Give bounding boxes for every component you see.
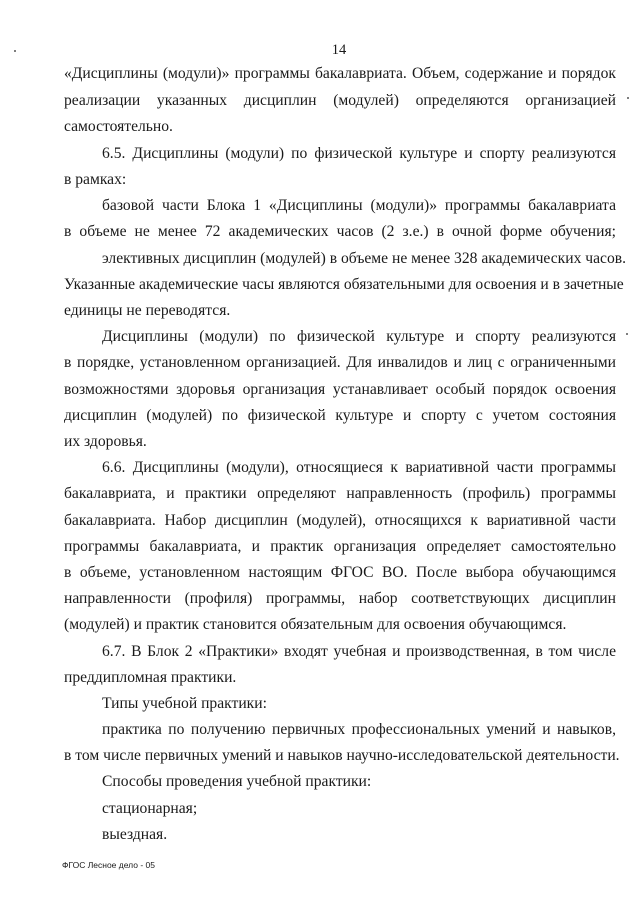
text-line: в рамках:: [64, 171, 127, 188]
text-line: практика по получению первичных профессиональных умений и навыков,: [102, 721, 616, 738]
text-line: выездная.: [102, 826, 168, 843]
text-line: в порядке, установленном организацией. Для инвалидов и лиц с ограниченными: [64, 354, 616, 371]
text-line: в объеме, установленном настоящим ФГОС ВО. После выбора обучающимся: [64, 564, 616, 581]
footer-label: ФГОС Лесное дело - 05: [62, 860, 155, 870]
text-line: направленности (профиля) программы, набор соответствующих дисциплин: [64, 590, 616, 607]
text-line: бакалавриата, и практики определяют направленность (профиль) программы: [64, 485, 616, 502]
text-line: программы бакалавриата, и практик организация определяет самостоятельно: [64, 538, 616, 555]
text-line: единицы не переводятся.: [64, 302, 231, 319]
text-line: 6.7. В Блок 2 «Практики» входят учебная и производственная, в том числе: [102, 643, 616, 660]
text-line: 6.5. Дисциплины (модули) по физической культуре и спорту реализуются: [102, 145, 616, 162]
text-line: 6.6. Дисциплины (модули), относящиеся к вариативной части программы: [102, 459, 616, 476]
text-line: (модулей) и практик становится обязательным для освоения обучающимся.: [64, 616, 567, 633]
text-line: бакалавриата. Набор дисциплин (модулей), относящихся к вариативной части: [64, 512, 616, 529]
text-line: Способы проведения учебной практики:: [102, 773, 372, 790]
text-line: их здоровья.: [64, 433, 147, 450]
scan-speck: [627, 97, 629, 99]
text-line: в объеме не менее 72 академических часов (2 з.е.) в очной форме обучения;: [64, 223, 616, 240]
text-line: дисциплин (модулей) по физической культуре и спорту с учетом состояния: [64, 407, 616, 424]
scan-speck: [14, 50, 16, 52]
text-line: реализации указанных дисциплин (модулей) определяются организацией: [64, 92, 616, 109]
text-line: преддипломная практики.: [64, 669, 237, 686]
page-number: 14: [331, 42, 347, 58]
text-line: стационарная;: [102, 800, 198, 817]
text-line: «Дисциплины (модули)» программы бакалавриата. Объем, содержание и порядок: [64, 65, 616, 82]
text-line: возможностями здоровья организация устанавливает особый порядок освоения: [64, 381, 616, 398]
text-line: Дисциплины (модули) по физической культуре и спорту реализуются: [102, 328, 616, 345]
text-line: самостоятельно.: [64, 118, 173, 135]
text-line: базовой части Блока 1 «Дисциплины (модули)» программы бакалавриата: [102, 197, 616, 214]
text-line: элективных дисциплин (модулей) в объеме не менее 328 академических часов.: [102, 250, 627, 267]
text-line: Указанные академические часы являются обязательными для освоения и в зачетные: [64, 276, 624, 293]
text-line: Типы учебной практики:: [102, 695, 267, 712]
text-line: в том числе первичных умений и навыков научно-исследовательской деятельности.: [64, 747, 620, 764]
scan-speck: [626, 333, 628, 335]
